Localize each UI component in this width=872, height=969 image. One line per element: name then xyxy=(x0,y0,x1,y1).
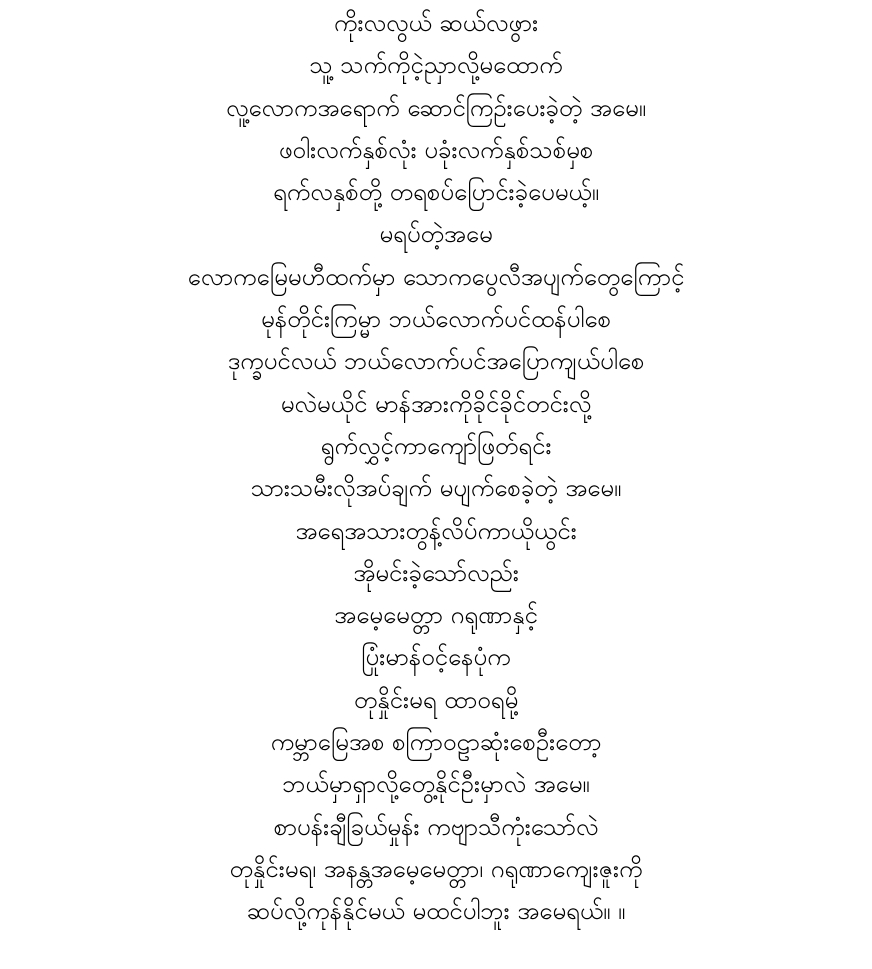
poem-line-3: လူ့လောကအရောက် ဆောင်ကြဉ်းပေးခဲ့တဲ့ အမေ။ xyxy=(226,93,646,122)
poem-line-12: သားသမီးလိုအပ်ချက် မပျက်စေခဲ့တဲ့ အမေ။ xyxy=(250,474,622,503)
poem-line-15: အမေ့မေတ္တာ ဂရုဏာနှင့် xyxy=(334,601,538,630)
poem-line-13: အရေအသားတွန့်လိပ်ကာယိုယွင်း xyxy=(295,516,577,545)
poem xyxy=(0,2,872,933)
poem-line-17: တုနှိုင်းမရ ထာဝရမို့ xyxy=(353,685,519,714)
poem-line-11: ရွက်လွှင့်ကာကျော်ဖြတ်ရင်း xyxy=(320,431,552,460)
poem-line-19: ဘယ်မှာရှာလို့တွေ့နိုင်ဦးမှာလဲ အမေ။ xyxy=(282,770,590,799)
poem-line-4: ဖဝါးလက်နှစ်လုံး ပခုံးလက်နှစ်သစ်မှစ xyxy=(278,135,594,164)
poem-line-20: စာပန်းချီခြယ်မှုန်း ကဗျာသီကုံးသော်လဲ xyxy=(273,812,599,841)
poem-line-18: ကမ္ဘာမြေအစ စကြာဝဠာဆုံးစေဦးတော့ xyxy=(270,728,602,757)
poem-line-8: မုန်တိုင်းကြမ္မာ ဘယ်လောက်ပင်ထန်ပါစေ xyxy=(261,305,611,334)
poem-line-9: ဒုက္ခပင်လယ် ဘယ်လောက်ပင်အပြောကျယ်ပါစေ xyxy=(227,347,645,376)
poem-line-14: အိုမင်းခဲ့သော်လည်း xyxy=(353,558,519,587)
poem-line-6: မရပ်တဲ့အမေ xyxy=(379,220,493,249)
poem-line-5: ရက်လနှစ်တို့ တရစပ်ပြောင်းခဲ့ပေမယ့်။ xyxy=(273,178,599,207)
poem-line-7: လောကမြေမဟီထက်မှာ သောကပွေလီအပျက်တွေကြောင့် xyxy=(187,262,685,291)
poem-line-10: မလဲမယိုင် မာန်အားကိုခိုင်ခိုင်တင်းလို့ xyxy=(280,389,592,418)
poem-line-21: တုနှိုင်းမရ၊ အနန္တအမေ့မေတ္တာ၊ ဂရုဏာကျေးဇူးကို xyxy=(229,854,643,883)
poem-line-16: ပြုံးမာန်ဝင့်နေပုံက xyxy=(361,643,511,672)
poem-line-2: သူ့ သက်ကိုငဲ့ညှာလို့မထောက် xyxy=(309,51,563,80)
poem-line-1: ကိုးလလွယ် ဆယ်လဖွား xyxy=(333,9,539,37)
poem-line-22: ဆပ်လို့ကုန်နိုင်မယ် မထင်ပါဘူး အမေရယ်။ ။ xyxy=(246,897,626,926)
